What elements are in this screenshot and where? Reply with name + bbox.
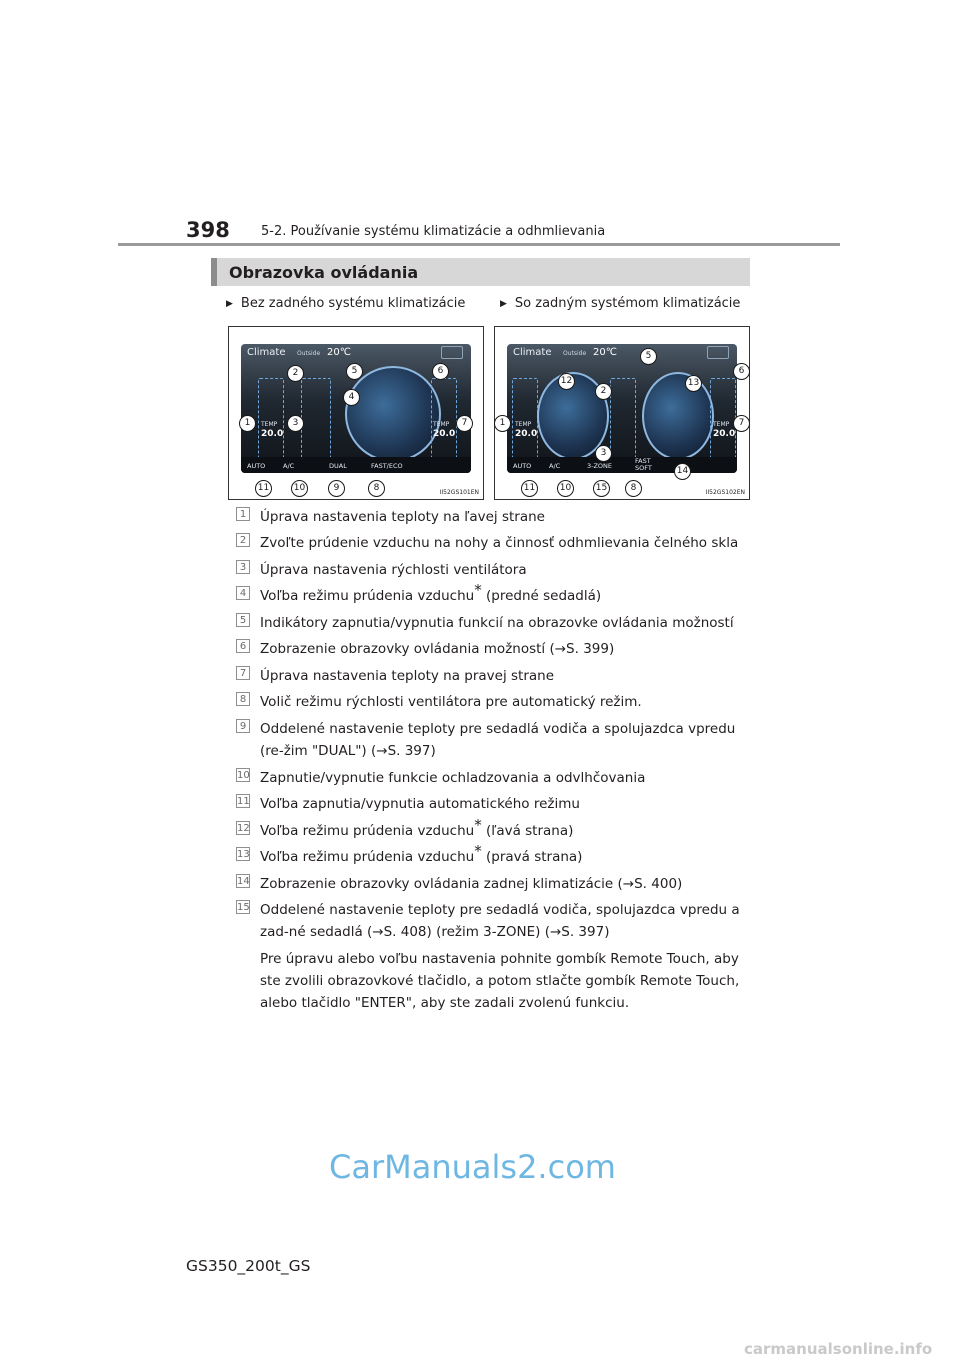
callout: 11 (255, 480, 272, 497)
callout: 14 (674, 463, 691, 480)
item-number: 10 (237, 770, 250, 781)
right-temp-column[interactable] (431, 378, 457, 460)
callout: 13 (685, 375, 702, 392)
item-number: 15 (237, 902, 250, 913)
outside-label: Outside (297, 350, 321, 357)
variant-label-left: ▶ Bez zadného systému klimatizácie (226, 296, 466, 311)
callout: 3 (287, 415, 304, 432)
soft-button[interactable]: SOFT (635, 464, 652, 472)
header-rule (118, 243, 840, 246)
item-text: Voľba režimu prúdenia vzduchu (260, 849, 475, 865)
item-suffix: (predné sedadlá) (481, 588, 602, 604)
item-number: 11 (237, 796, 250, 807)
callout: 8 (368, 480, 385, 497)
callout: 5 (346, 363, 363, 380)
callout: 5 (640, 348, 657, 365)
bottom-button-bar (507, 457, 737, 473)
outside-temp: 20℃ (327, 347, 351, 358)
fan-speed-column[interactable] (610, 378, 636, 460)
callout: 4 (343, 389, 360, 406)
item-suffix: (pravá strana) (481, 849, 583, 865)
left-temp-column[interactable] (512, 378, 538, 460)
asterisk: * (474, 816, 482, 834)
figure-front-only (228, 326, 484, 500)
ac-button[interactable]: A/C (549, 462, 561, 470)
item-text: Indikátory zapnutia/vypnutia funkcií na obrazovke ovládania možností (260, 615, 734, 631)
triangle-icon: ▶ (226, 299, 233, 309)
callout: 1 (494, 415, 511, 432)
page-number: 398 (186, 218, 230, 242)
temp-label-right: TEMP (433, 421, 450, 428)
triangle-icon: ▶ (500, 299, 507, 309)
item-text: Úprava nastavenia teploty na pravej strane (260, 668, 555, 684)
item-number: 4 (236, 586, 250, 600)
variant-label-right: ▶ So zadným systémom klimatizácie (500, 296, 741, 311)
item-text: Zobrazenie obrazovky ovládania možností (→S. 399) (260, 641, 615, 657)
outside-temp: 20℃ (593, 347, 617, 358)
back-button[interactable] (707, 346, 729, 359)
auto-button[interactable]: AUTO (247, 462, 266, 470)
right-temp-value: 20.0 (433, 429, 456, 439)
item-text: Oddelené nastavenie teploty pre sedadlá vodiča, spolujazdca vpredu a zad-né sedadlá (→S. 408) (režim 3-ZONE) (→S. 397) (260, 902, 740, 940)
item-number: 14 (237, 876, 250, 887)
figure-code: II52GS102EN (705, 489, 745, 496)
item-text: Zobrazenie obrazovky ovládania zadnej klimatizácie (→S. 400) (260, 876, 683, 892)
callout: 1 (239, 415, 256, 432)
item-text: Zvoľte prúdenie vzduchu na nohy a činnosť odhmlievania čelného skla (260, 535, 739, 551)
airflow-globe[interactable] (345, 366, 441, 462)
watermark: CarManuals2.com (329, 1148, 616, 1186)
item-text: Voľba režimu prúdenia vzduchu (260, 588, 475, 604)
item-text: Úprava nastavenia rýchlosti ventilátora (260, 562, 527, 578)
right-temp-value: 20.0 (713, 429, 736, 439)
ac-button[interactable]: A/C (283, 462, 295, 470)
fast-button[interactable]: FAST (635, 457, 651, 465)
callout: 15 (593, 480, 610, 497)
instruction-note: Pre úpravu alebo voľbu nastavenia pohnite gombík Remote Touch, aby ste zvolili obrazovkové tlačidlo, a potom stlačte gombík Remote Touch, alebo tlačidlo "ENTER", aby ste zadali zvolenú funkciu. (260, 951, 740, 1011)
dual-button[interactable]: DUAL (329, 462, 347, 470)
asterisk: * (474, 842, 482, 860)
callout: 9 (328, 480, 345, 497)
callout: 11 (521, 480, 538, 497)
left-temp-value: 20.0 (261, 429, 284, 439)
screen-title: Climate (247, 347, 286, 358)
callout: 2 (287, 365, 304, 382)
callout: 7 (456, 415, 473, 432)
left-temp-value: 20.0 (515, 429, 538, 439)
item-text: Zapnutie/vypnutie funkcie ochladzovania a odvlhčovania (260, 770, 646, 786)
callout: 8 (625, 480, 642, 497)
item-text: Voľba režimu prúdenia vzduchu (260, 823, 475, 839)
site-watermark: carmanualsonline.info (744, 1340, 933, 1358)
item-number: 8 (236, 692, 250, 706)
section-title: 5-2. Používanie systému klimatizácie a odhmlievania (261, 224, 606, 239)
screen-title: Climate (513, 347, 552, 358)
back-button[interactable] (441, 346, 463, 359)
footer-model-code: GS350_200t_GS (186, 1257, 311, 1275)
item-number: 3 (236, 560, 250, 574)
callout: 12 (558, 373, 575, 390)
fast-eco-button[interactable]: FAST/ECO (371, 462, 403, 470)
item-text: Úprava nastavenia teploty na ľavej strane (260, 509, 545, 525)
item-number: 2 (236, 533, 250, 547)
item-number: 7 (236, 666, 250, 680)
item-number: 6 (236, 639, 250, 653)
callout: 6 (432, 363, 449, 380)
callout: 3 (595, 445, 612, 462)
item-number: 12 (237, 823, 250, 834)
temp-label-right: TEMP (713, 421, 730, 428)
outside-label: Outside (563, 350, 587, 357)
item-text: Volič režimu rýchlosti ventilátora pre automatický režim. (260, 694, 642, 710)
right-temp-column[interactable] (710, 378, 736, 460)
right-airflow-globe[interactable] (642, 372, 714, 460)
bottom-button-bar (241, 457, 471, 473)
item-number: 5 (236, 613, 250, 627)
item-text: Oddelené nastavenie teploty pre sedadlá vodiča a spolujazdca vpredu (re-žim "DUAL") (→S. 397) (260, 721, 736, 759)
climate-screen (507, 344, 737, 473)
auto-button[interactable]: AUTO (513, 462, 532, 470)
callout: 10 (557, 480, 574, 497)
item-text: Voľba zapnutia/vypnutia automatického režimu (260, 796, 580, 812)
temp-label-left: TEMP (515, 421, 532, 428)
three-zone-button[interactable]: 3-ZONE (587, 462, 613, 470)
item-number: 13 (237, 849, 250, 860)
item-number: 1 (236, 507, 250, 521)
item-suffix: (ľavá strana) (481, 823, 574, 839)
callout: 10 (291, 480, 308, 497)
left-temp-column[interactable] (258, 378, 284, 460)
item-number: 9 (236, 719, 250, 733)
callout: 2 (595, 383, 612, 400)
fan-speed-column[interactable] (301, 378, 331, 460)
callout: 6 (733, 363, 750, 380)
temp-label-left: TEMP (261, 421, 278, 428)
figure-code: II52GS101EN (439, 489, 479, 496)
figure-with-rear (494, 326, 750, 500)
subsection-header (211, 258, 750, 286)
callout: 7 (733, 415, 750, 432)
asterisk: * (474, 581, 482, 599)
subsection-title: Obrazovka ovládania (229, 263, 419, 282)
